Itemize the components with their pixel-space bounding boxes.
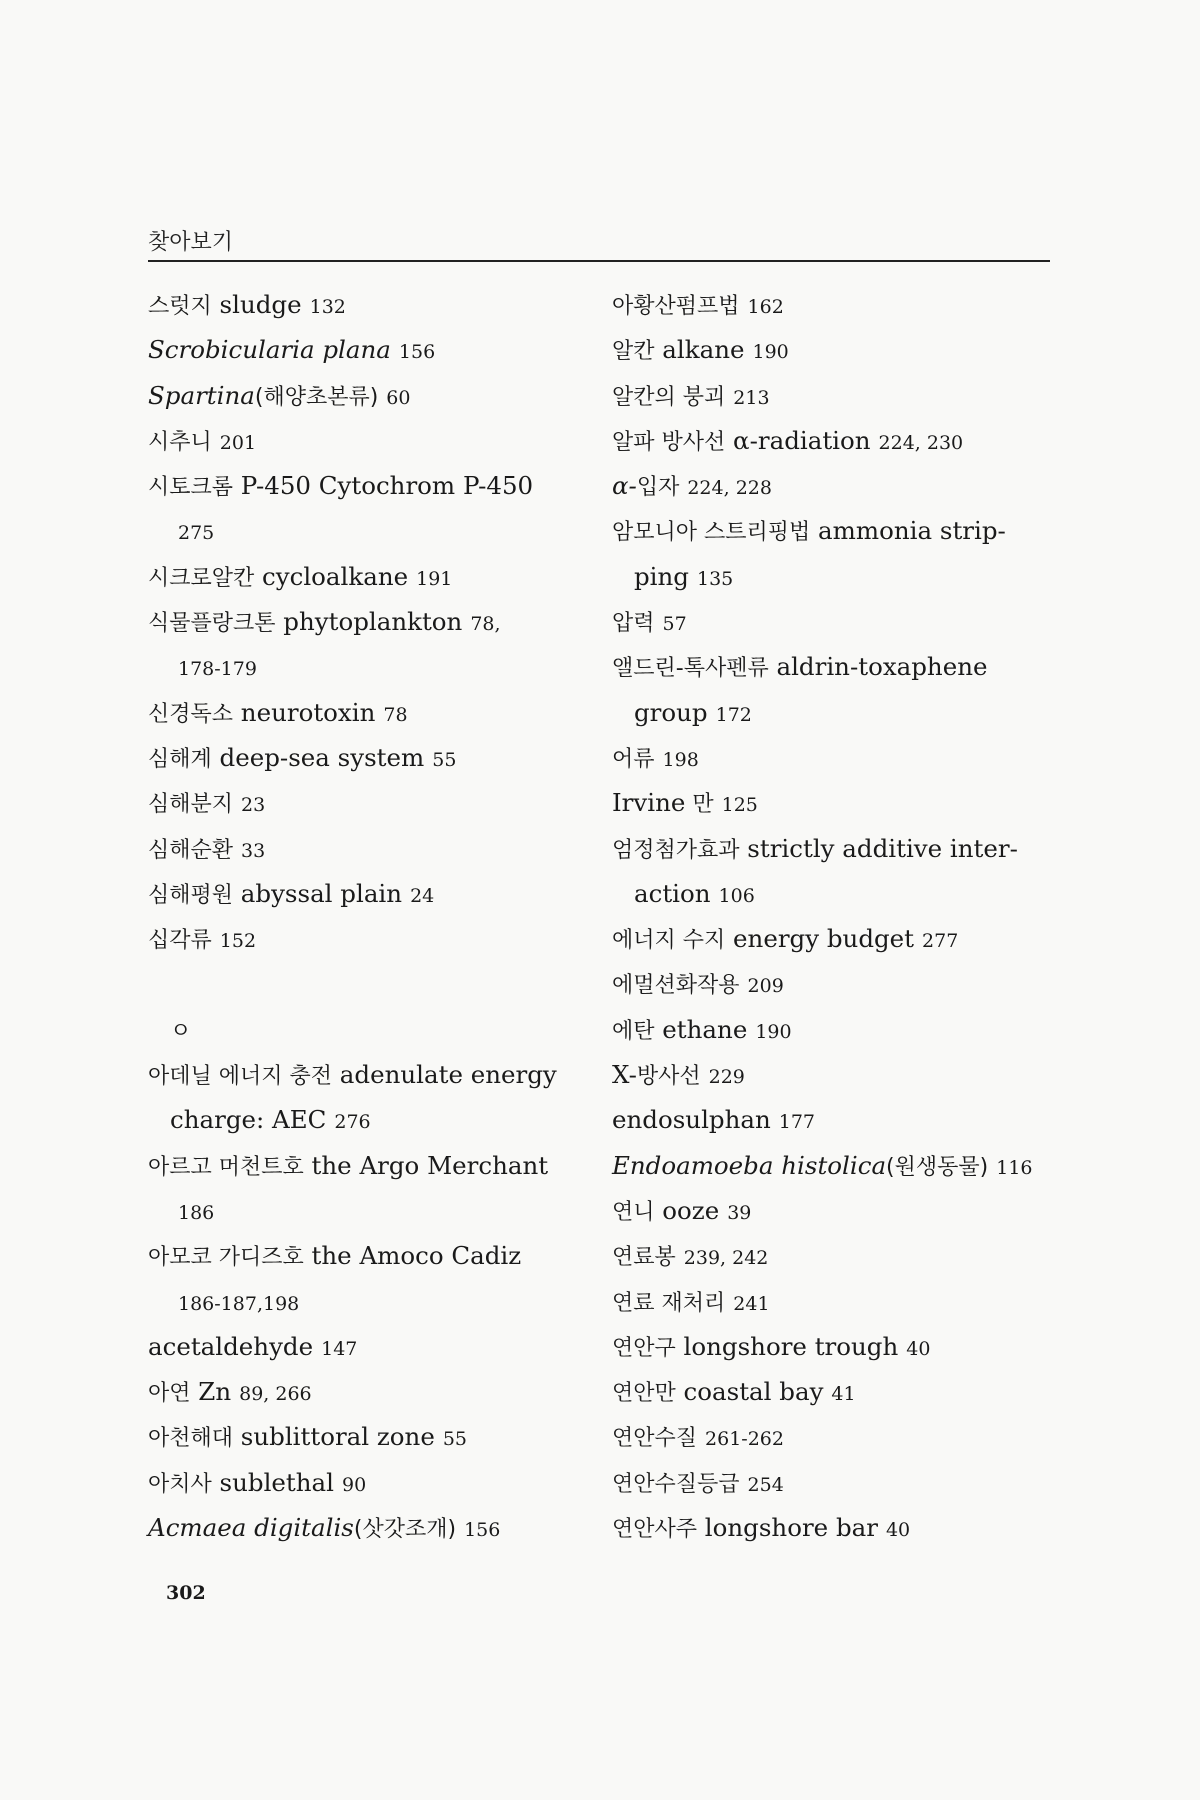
index-entry-line — [148, 282, 588, 327]
entry-term: neurotoxin — [233, 697, 376, 727]
entry-term: 연안수질 — [612, 1426, 698, 1452]
entry-term: (삿갓조개) — [353, 1517, 457, 1543]
page-ref: 224, 230 — [878, 431, 964, 454]
entry-term: 엄정첨가효과 — [612, 837, 740, 863]
entry-term: endosulphan — [612, 1105, 771, 1135]
entry-term: 에멀션화작용 — [612, 973, 740, 999]
index-entry-line — [612, 916, 1062, 961]
entry-term: strictly additive inter- — [739, 833, 1018, 863]
index-entry-line — [148, 508, 588, 553]
page-ref: 106 — [718, 884, 755, 907]
index-entry-line — [612, 282, 1062, 327]
index-entry-line — [612, 1007, 1062, 1052]
entry-term: 알칸 — [612, 339, 655, 365]
page-ref: 132 — [309, 296, 346, 318]
entry-term: 입자 — [636, 475, 680, 501]
index-entry-line — [612, 1460, 1062, 1505]
entry-term: aldrin-toxaphene — [768, 652, 988, 682]
index-entry-line — [612, 418, 1062, 463]
entry-term: 알칸의 붕괴 — [612, 384, 726, 410]
entry-term: 심해순환 — [148, 837, 234, 863]
index-entry-line — [148, 1460, 588, 1505]
index-entry-line — [148, 826, 588, 871]
index-entry-line — [612, 690, 1062, 735]
entry-term: 방사선 — [636, 1064, 701, 1090]
entry-term: longshore bar — [697, 1513, 878, 1543]
page-ref: 201 — [219, 431, 257, 454]
page-ref: 229 — [708, 1066, 745, 1089]
page-ref: 261-262 — [705, 1428, 784, 1451]
entry-term: cycloalkane — [254, 561, 409, 591]
entry-term: 시추니 — [148, 429, 212, 455]
index-entry-line — [148, 418, 588, 463]
page-ref: 186-187,198 — [178, 1292, 300, 1315]
page-ref: 162 — [747, 296, 784, 318]
index-entry-line — [612, 871, 1062, 916]
entry-term: 만 — [685, 792, 714, 818]
page-ref: 178-179 — [178, 658, 257, 681]
page-number: 302 — [166, 1582, 206, 1604]
entry-term: 연안수질등급 — [612, 1471, 740, 1497]
index-entry-line — [148, 735, 588, 780]
entry-term: charge: AEC — [170, 1105, 327, 1135]
entry-term: energy budget — [725, 924, 915, 954]
entry-term: 심해평원 — [148, 882, 234, 908]
entry-term: Irvine — [612, 788, 686, 818]
entry-term: Spartina — [148, 380, 255, 410]
index-entry-line — [148, 327, 588, 372]
page-ref: 156 — [464, 1519, 501, 1542]
page-ref: 78, — [470, 613, 501, 636]
index-entry-line — [148, 916, 588, 961]
index-entry-line — [612, 327, 1062, 372]
entry-term: the Argo Merchant — [303, 1150, 549, 1180]
entry-term: coastal bay — [675, 1377, 824, 1407]
page-ref: 277 — [922, 930, 959, 953]
entry-term: 아황산펌프법 — [612, 294, 740, 319]
index-entry-line — [148, 373, 588, 418]
page-ref: 78 — [383, 703, 408, 726]
entry-term: 에너지 수지 — [612, 928, 726, 954]
index-entry-line — [612, 1324, 1062, 1369]
index-column-right — [612, 282, 1062, 1550]
entry-term: Acmaea digitalis — [148, 1513, 354, 1543]
page-ref: 90 — [342, 1473, 367, 1496]
index-entry-line — [612, 508, 1062, 553]
index-entry-line — [148, 1369, 588, 1414]
section-letter: ㅇ — [170, 1018, 192, 1044]
entry-term: 압력 — [612, 611, 655, 637]
page-ref: 152 — [219, 930, 257, 953]
entry-term: 아천해대 — [148, 1426, 234, 1452]
page-ref: 186 — [178, 1201, 215, 1224]
index-entry-line — [148, 599, 588, 644]
index-entry-line — [148, 1097, 588, 1142]
index-entry-line — [148, 1143, 588, 1188]
page-ref: 239, 242 — [683, 1247, 769, 1270]
page-ref: 60 — [386, 386, 411, 409]
page-ref: 55 — [432, 748, 457, 771]
index-entry-line — [148, 871, 588, 916]
page-ref: 241 — [733, 1292, 770, 1315]
entry-term: 연료 재처리 — [612, 1290, 726, 1316]
index-entry-line — [148, 1505, 588, 1550]
page-ref: 190 — [752, 341, 789, 364]
entry-term: action — [634, 878, 711, 908]
entry-term: 아모코 가디즈호 — [148, 1245, 304, 1271]
index-entry-line — [148, 1007, 588, 1052]
entry-term: 십각류 — [148, 928, 212, 954]
index-entry-line — [612, 599, 1062, 644]
entry-term: sublittoral zone — [233, 1422, 435, 1452]
entry-term: 아르고 머천트호 — [148, 1154, 304, 1180]
page-ref: 156 — [398, 341, 436, 364]
entry-term: 시토크롬 — [148, 475, 234, 501]
entry-term: Endoamoeba histolica — [612, 1150, 887, 1180]
entry-term: α- — [612, 471, 637, 501]
entry-term: 연안만 — [612, 1381, 676, 1407]
page-ref: 190 — [755, 1020, 792, 1043]
index-entry-line — [612, 644, 1062, 689]
page-ref: 191 — [416, 567, 453, 590]
entry-term: P-450 Cytochrom P-450 — [233, 471, 534, 501]
page-ref: 55 — [442, 1428, 468, 1451]
index-entry-line — [612, 1414, 1062, 1459]
page-ref: 276 — [334, 1111, 371, 1134]
index-entry-line — [148, 1052, 588, 1097]
entry-term: (원생동물) — [886, 1154, 989, 1180]
header-rule — [148, 260, 1050, 262]
page-ref: 135 — [696, 567, 734, 590]
index-entry-line — [612, 735, 1062, 780]
index-entry-line — [612, 1097, 1062, 1142]
page-ref: 209 — [747, 975, 784, 998]
index-entry-line — [612, 961, 1062, 1006]
index-entry-line — [148, 690, 588, 735]
page-ref: 57 — [662, 613, 687, 636]
index-entry-line — [612, 1233, 1062, 1278]
entry-term: 앨드린-톡사펜류 — [612, 656, 769, 682]
index-column-left — [148, 282, 588, 1550]
index-entry-line — [612, 1188, 1062, 1233]
index-entry-line — [612, 780, 1062, 825]
page-ref: 224, 228 — [687, 477, 772, 500]
entry-term: 연료봉 — [612, 1245, 676, 1271]
entry-term: 아데닐 에너지 충전 — [148, 1064, 333, 1090]
entry-term: abyssal plain — [233, 878, 403, 908]
entry-term: ping — [634, 561, 689, 591]
page-ref: 41 — [831, 1383, 856, 1406]
entry-term: 연안사주 — [612, 1517, 698, 1543]
entry-term: the Amoco Cadiz — [303, 1241, 522, 1271]
index-entry-line — [612, 373, 1062, 418]
index-entry-line — [148, 780, 588, 825]
page-ref: 24 — [410, 884, 435, 907]
entry-term: 식물플랑크톤 — [148, 611, 276, 637]
entry-term: longshore trough — [675, 1331, 899, 1361]
page-ref: 40 — [885, 1519, 911, 1542]
index-entry-line — [148, 463, 588, 508]
page-ref: 40 — [906, 1337, 931, 1360]
entry-term: 심해분지 — [148, 792, 234, 818]
index-entry-line — [612, 554, 1062, 599]
index-entry-line — [612, 1369, 1062, 1414]
entry-term: X- — [612, 1060, 637, 1090]
index-entry-line — [148, 1233, 588, 1278]
entry-term: 심해계 — [148, 746, 212, 772]
page-ref: 147 — [321, 1337, 358, 1360]
entry-term: 아연 — [148, 1381, 191, 1407]
index-entry-line — [148, 644, 588, 689]
page-ref: 177 — [778, 1111, 816, 1134]
page-ref: 213 — [733, 386, 770, 409]
page-ref: 172 — [715, 703, 752, 726]
page-ref: 254 — [747, 1473, 784, 1496]
entry-term: group — [634, 697, 708, 727]
entry-term: Zn — [190, 1377, 232, 1407]
entry-term: Scrobicularia plana — [148, 335, 391, 365]
entry-term: phytoplankton — [275, 607, 463, 637]
page-ref: 275 — [178, 522, 215, 545]
entry-term: 시크로알칸 — [148, 565, 255, 591]
entry-term: 암모니아 스트리핑법 — [612, 520, 811, 546]
index-entry-line — [612, 463, 1062, 508]
index-entry-line — [612, 826, 1062, 871]
index-entry-line — [612, 1505, 1062, 1550]
entry-term: 스럿지 — [148, 294, 212, 319]
entry-term: 어류 — [612, 746, 655, 772]
entry-term: 연안구 — [612, 1335, 676, 1361]
entry-term: deep-sea system — [211, 742, 425, 772]
page-ref: 89, 266 — [239, 1383, 312, 1406]
entry-term: ooze — [654, 1195, 720, 1225]
index-entry-line — [612, 1052, 1062, 1097]
index-entry-line — [148, 961, 588, 1006]
page-ref: 125 — [721, 794, 758, 817]
page-ref: 198 — [662, 748, 699, 771]
index-entry-line — [148, 1279, 588, 1324]
index-entry-line — [612, 1279, 1062, 1324]
entry-term: 알파 방사선 — [612, 429, 726, 455]
page-ref: 33 — [241, 839, 266, 862]
entry-term: 신경독소 — [148, 701, 234, 727]
entry-term: alkane — [654, 335, 745, 365]
entry-term: 연니 — [612, 1199, 655, 1225]
index-entry-line — [148, 1324, 588, 1369]
entry-term: adenulate energy — [332, 1060, 557, 1090]
index-entry-line — [148, 554, 588, 599]
entry-term: (해양초본류) — [254, 384, 379, 410]
entry-term: sublethal — [211, 1467, 334, 1497]
page-ref: 23 — [241, 794, 266, 817]
entry-term: α-radiation — [725, 425, 871, 455]
entry-term: ammonia strip- — [810, 516, 1006, 546]
running-header: 찾아보기 — [148, 230, 234, 255]
page-ref: 39 — [727, 1201, 752, 1224]
entry-term: ethane — [654, 1014, 748, 1044]
index-entry-line — [612, 1143, 1062, 1188]
index-entry-line — [148, 1414, 588, 1459]
entry-term: 에탄 — [612, 1018, 655, 1044]
entry-term: 아치사 — [148, 1471, 212, 1497]
index-entry-line — [148, 1188, 588, 1233]
entry-term: acetaldehyde — [148, 1331, 314, 1361]
page-ref: 116 — [996, 1156, 1033, 1179]
entry-term: sludge — [211, 290, 302, 319]
